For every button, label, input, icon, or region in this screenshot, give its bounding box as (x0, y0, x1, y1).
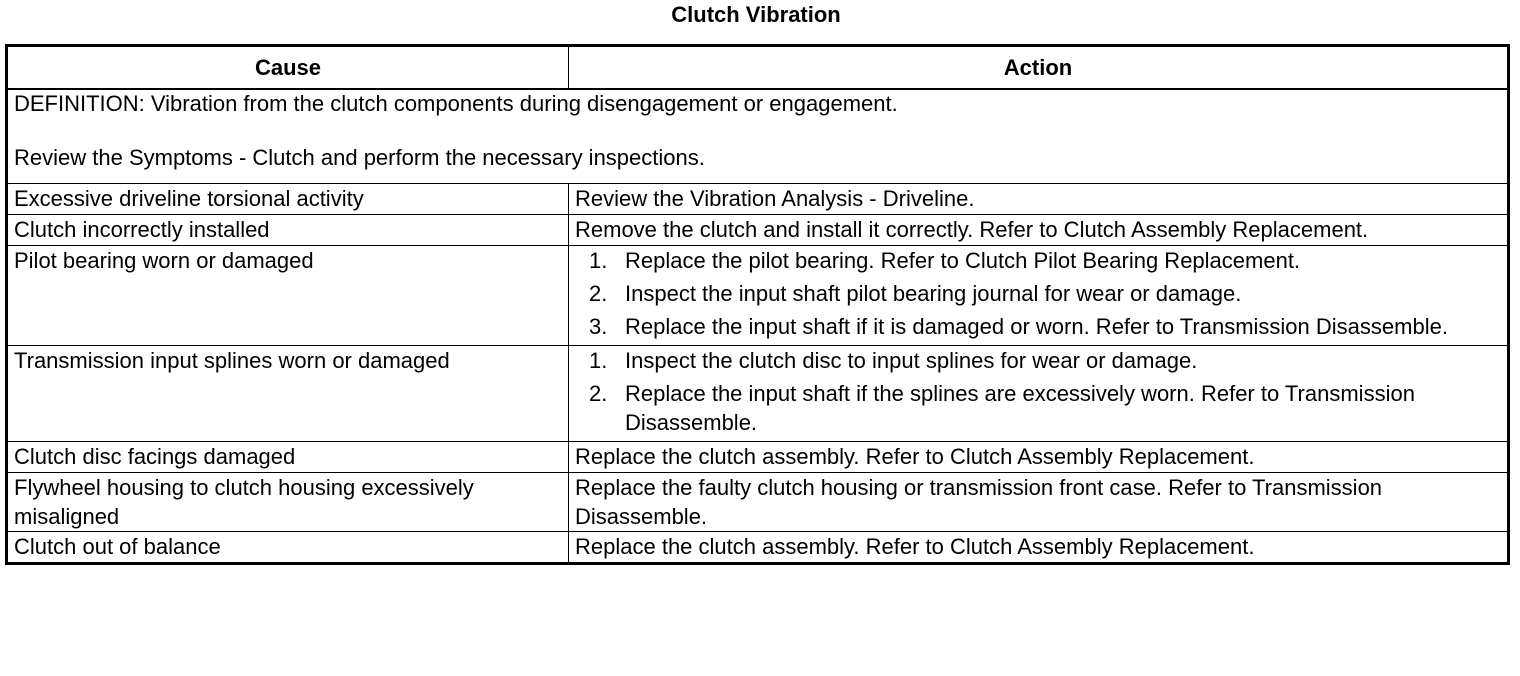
action-cell: Replace the clutch assembly. Refer to Clutch Assembly Replacement. (569, 532, 1509, 564)
action-steps-list (575, 246, 1501, 341)
step-number: 2. (589, 281, 608, 306)
action-cell: Remove the clutch and install it correctly. Refer to Clutch Assembly Replacement. (569, 215, 1509, 246)
table-row (7, 346, 1509, 442)
cause-cell: Transmission input splines worn or damaged (7, 346, 569, 442)
cause-cell: Flywheel housing to clutch housing excessively misaligned (7, 473, 569, 532)
table-row (7, 184, 1509, 215)
action-cell: Review the Vibration Analysis - Driveline. (569, 184, 1509, 215)
table-row (7, 215, 1509, 246)
table-row (7, 473, 1509, 532)
action-steps-list (575, 346, 1501, 437)
action-step (575, 279, 1501, 308)
diagnostic-table (5, 44, 1510, 565)
cause-column-header: Cause (7, 46, 569, 90)
table-row (7, 442, 1509, 473)
action-cell: Replace the faulty clutch housing or transmission front case. Refer to Transmission Disassemble. (569, 473, 1509, 532)
action-column-header: Action (569, 46, 1509, 90)
step-number: 2. (589, 381, 608, 406)
step-number: 1. (589, 248, 608, 273)
step-text: Inspect the input shaft pilot bearing journal for wear or damage. (625, 281, 1242, 306)
action-cell (569, 246, 1509, 346)
definition-row (7, 89, 1509, 184)
definition-text: DEFINITION: Vibration from the clutch components during disengagement or engagement. (14, 91, 898, 116)
step-text: Replace the pilot bearing. Refer to Clutch Pilot Bearing Replacement. (625, 248, 1301, 273)
cause-cell: Excessive driveline torsional activity (7, 184, 569, 215)
step-number: 1. (589, 348, 608, 373)
step-text: Replace the input shaft if it is damaged or worn. Refer to Transmission Disassemble. (625, 314, 1448, 339)
action-cell: Replace the clutch assembly. Refer to Clutch Assembly Replacement. (569, 442, 1509, 473)
definition-cell (7, 89, 1509, 184)
table-row (7, 532, 1509, 564)
action-step (575, 246, 1501, 275)
action-cell (569, 346, 1509, 442)
action-step (575, 312, 1501, 341)
page-title: Clutch Vibration (671, 2, 841, 27)
step-text: Inspect the clutch disc to input splines for wear or damage. (625, 348, 1198, 373)
action-step (575, 346, 1501, 375)
table-row (7, 246, 1509, 346)
cause-cell: Clutch disc facings damaged (7, 442, 569, 473)
step-text: Replace the input shaft if the splines are excessively worn. Refer to Transmission Disassemble. (625, 381, 1415, 435)
step-number: 3. (589, 314, 608, 339)
cause-cell: Clutch incorrectly installed (7, 215, 569, 246)
action-step (575, 379, 1501, 437)
header-row (7, 46, 1509, 90)
cause-cell: Clutch out of balance (7, 532, 569, 564)
definition-instruction: Review the Symptoms - Clutch and perform the necessary inspections. (14, 145, 705, 170)
cause-cell: Pilot bearing worn or damaged (7, 246, 569, 346)
